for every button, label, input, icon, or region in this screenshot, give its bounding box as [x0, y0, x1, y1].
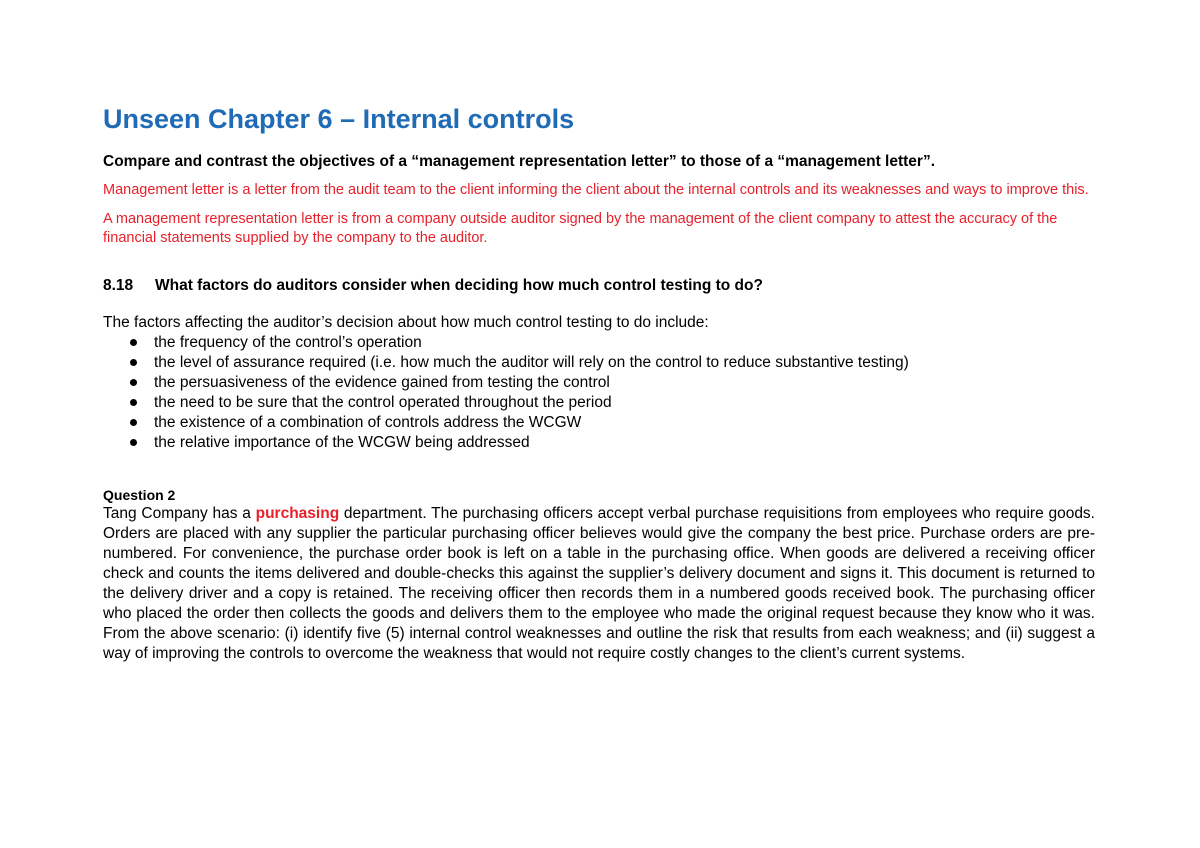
section-question: What factors do auditors consider when deciding how much control testing to do?	[155, 277, 763, 294]
bullet-icon	[130, 379, 137, 386]
bullet-icon	[130, 399, 137, 406]
factors-intro: The factors affecting the auditor’s decision about how much control testing to do include:	[103, 314, 709, 331]
question2-label: Question 2	[103, 487, 176, 503]
list-item: the level of assurance required (i.e. how much the auditor will rely on the control to reduce substantive testing)	[130, 353, 1095, 373]
highlighted-word: purchasing	[255, 505, 340, 522]
question2-body: Tang Company has a purchasing department. The purchasing officers accept verbal purchase requisitions from employees who require goods. Orders are placed with any supplier the particular purchasing officer believes would give the company the best price. Purchase orders are pre-numbered. For convenience, the purchase order book is left on a table in the purchasing office. When goods are delivered a receiving officer check and counts the items delivered and double-checks this against the supplier’s delivery document and signs it. This document is returned to the delivery driver and a copy is retained. The receiving officer then records them in a numbered goods received book. The purchasing officer who placed the order then collects the goods and delivers them to the employee who made the original request because they know who it was. From the above scenario: (i) identify five (5) internal control weaknesses and outline the risk that results from each weakness; and (ii) suggest a way of improving the controls to overcome the weakness that would not require costly changes to the client’s current systems.	[103, 505, 1095, 662]
answer-representation-letter: A management representation letter is from a company outside auditor signed by the management of the client company to attest the accuracy of the financial statements supplied by the company to the auditor.	[103, 211, 1058, 246]
list-item: the existence of a combination of controls address the WCGW	[130, 413, 1095, 433]
compare-question: Compare and contrast the objectives of a “management representation letter” to those of a “management letter”.	[103, 153, 936, 170]
list-item: the need to be sure that the control operated throughout the period	[130, 393, 1095, 413]
list-item: the frequency of the control’s operation	[130, 333, 1095, 353]
answer-management-letter: Management letter is a letter from the audit team to the client informing the client about the internal controls and its weaknesses and ways to improve this.	[103, 182, 1089, 198]
document-page	[103, 100, 1095, 664]
bullet-icon	[130, 359, 137, 366]
bullet-icon	[130, 419, 137, 426]
list-item: the relative importance of the WCGW being addressed	[130, 433, 1095, 453]
section-number: 8.18	[103, 277, 134, 294]
page-title: Unseen Chapter 6 – Internal controls	[103, 104, 575, 134]
bullet-icon	[130, 339, 137, 346]
factors-list	[103, 333, 1095, 453]
bullet-icon	[130, 439, 137, 446]
list-item: the persuasiveness of the evidence gained from testing the control	[130, 373, 1095, 393]
section-818-heading	[103, 276, 1095, 296]
